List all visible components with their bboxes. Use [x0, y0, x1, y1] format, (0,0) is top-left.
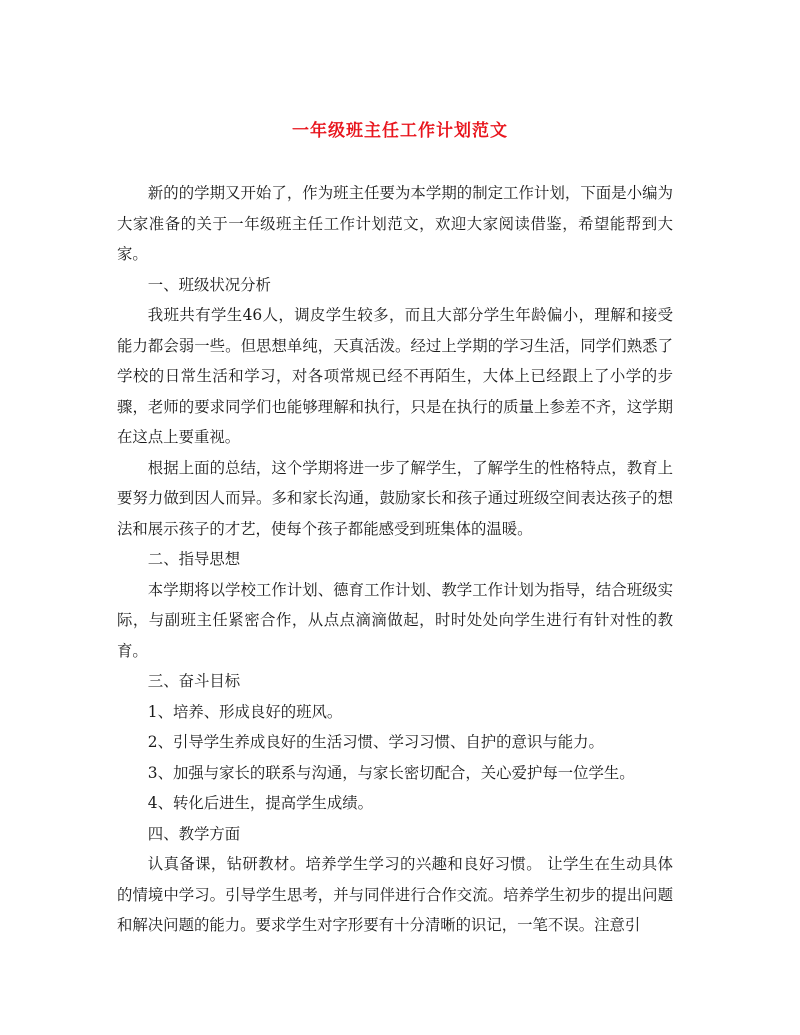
- summary-paragraph: 根据上面的总结，这个学期将进一步了解学生，了解学生的性格特点，教育上要努力做到因人而异。多和家长沟通，鼓励家长和孩子通过班级空间表达孩子的想法和展示孩子的才艺，使每个孩子都能感受到班集体的温暖。: [117, 458, 673, 538]
- document-body: [117, 178, 673, 941]
- class-analysis-paragraph: 我班共有学生46人，调皮学生较多，而且大部分学生年龄偏小，理解和接受能力都会弱一些。但思想单纯，天真活泼。经过上学期的学习生活，同学们熟悉了学校的日常生活和学习，对各项常规已经不再陌生，大体上已经跟上了小学的步骤，老师的要求同学们也能够理解和执行，只是在执行的质量上参差不齐，这学期在这点上要重视。: [117, 306, 673, 446]
- goal-item: 2、引导学生养成良好的生活习惯、学习习惯、自护的意识与能力。: [147, 733, 604, 751]
- section-heading-class-analysis: 一、班级状况分析: [147, 275, 271, 294]
- guiding-thought-paragraph: 本学期将以学校工作计划、德育工作计划、教学工作计划为指导，结合班级实际，与副班主任紧密合作，从点点滴滴做起，时时处处向学生进行有针对性的教育。: [117, 580, 673, 660]
- document-title: 一年级班主任工作计划范文: [292, 121, 508, 141]
- goal-item: 4、转化后进生，提高学生成绩。: [147, 794, 374, 812]
- section-heading-goals: 三、奋斗目标: [147, 672, 241, 690]
- goal-item: 1、培养、形成良好的班风。: [147, 702, 343, 721]
- intro-paragraph: 新的的学期又开始了，作为班主任要为本学期的制定工作计划，下面是小编为大家准备的关于一年级班主任工作计划范文，欢迎大家阅读借鉴，希望能帮到大家。: [117, 184, 673, 263]
- section-heading-guiding-thought: 二、指导思想: [147, 550, 241, 568]
- section-heading-teaching: 四、教学方面: [147, 824, 241, 843]
- goal-item: 3、加强与家长的联系与沟通，与家长密切配合，关心爱护每一位学生。: [147, 763, 635, 782]
- teaching-paragraph: 认真备课，钻研教材。培养学生学习的兴趣和良好习惯。 让学生在生动具体的情境中学习。引导学生思考，并与同伴进行合作交流。培养学生初步的提出问题和解决问题的能力。要求学生对字形要有十分清晰的识记，一笔不误。注意引: [117, 855, 673, 934]
